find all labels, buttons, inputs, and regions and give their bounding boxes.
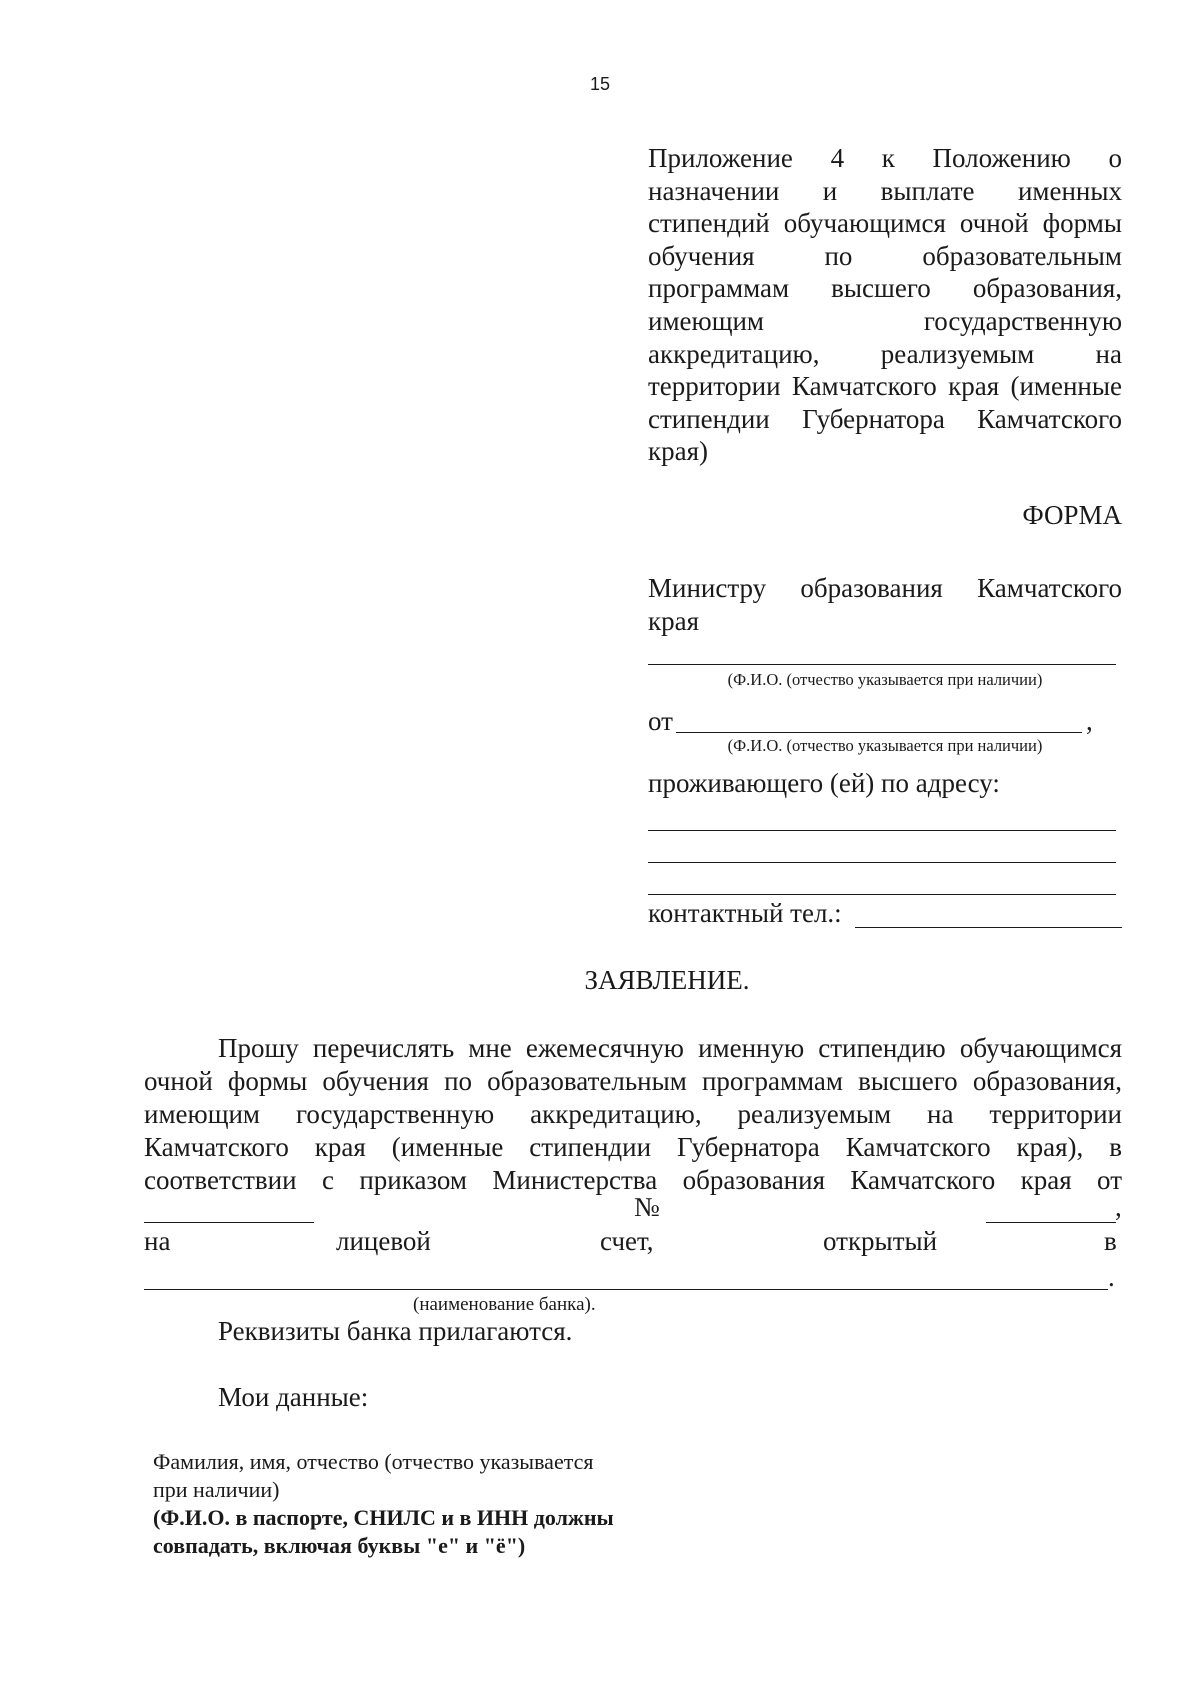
address-line-1[interactable]: [648, 830, 1116, 831]
phone-line[interactable]: [855, 927, 1122, 928]
address-line-3[interactable]: [648, 894, 1116, 895]
number-sign: №: [634, 1192, 660, 1222]
bank-details: Реквизиты банка прилагаются.: [218, 1316, 573, 1346]
addressee: Министру образования Камчатского края: [648, 573, 1122, 636]
account-word-1: на: [144, 1226, 171, 1256]
applicant-fio-line[interactable]: [676, 732, 1082, 733]
from-label: от: [648, 706, 673, 736]
recipient-fio-line[interactable]: [648, 664, 1116, 665]
bank-end-period: .: [1108, 1262, 1115, 1292]
address-label: проживающего (ей) по адресу:: [648, 768, 1000, 798]
document-title: ЗАЯВЛЕНИЕ.: [584, 965, 750, 995]
address-line-2[interactable]: [648, 862, 1116, 863]
order-number-line[interactable]: [986, 1222, 1116, 1223]
page-number: 15: [589, 74, 611, 94]
account-word-5: в: [1104, 1226, 1117, 1256]
account-word-2: лицевой: [336, 1226, 431, 1256]
account-word-3: счет,: [600, 1226, 654, 1256]
statement-paragraph: Прошу перечислять мне ежемесячную именную стипендию обучающимся очной формы обучения по образовательным программам высшего образования, имеющим государственную аккредитацию, реализуемым на территории Камчатского края (именные стипендии Губернатора Камчатского края), в соответствии с приказом Министерства образования Камчатского края от: [144, 1033, 1122, 1195]
bank-name-line[interactable]: [144, 1289, 1108, 1290]
from-comma: ,: [1086, 706, 1093, 736]
fio-caption-2: (Ф.И.О. (отчество указывается при наличии): [727, 736, 1043, 755]
fio-caption-1: (Ф.И.О. (отчество указывается при наличии): [727, 670, 1043, 689]
form-label: ФОРМА: [1022, 500, 1122, 530]
account-word-4: открытый: [823, 1226, 938, 1256]
fio-match-note: (Ф.И.О. в паспорте, СНИЛС и в ИНН должны совпадать, включая буквы "е" и "ё"): [153, 1505, 614, 1558]
appendix-header: Приложение 4 к Положению о назначении и выплате именных стипендий обучающимся очной формы обучения по образовательным программам высшего образования, имеющим государственную аккредитацию, реализуемым на территории Камчатского края (именные стипендии Губернатора Камчатского края): [648, 143, 1122, 467]
my-data-label: Мои данные:: [218, 1382, 369, 1412]
phone-label: контактный тел.:: [648, 898, 842, 928]
date-comma: ,: [1115, 1192, 1122, 1222]
bank-caption: (наименование банка).: [413, 1294, 596, 1315]
order-date-line[interactable]: [144, 1222, 314, 1223]
fio-field-label: [153, 1448, 633, 1560]
fio-label-text: Фамилия, имя, отчество (отчество указывается при наличии): [153, 1449, 594, 1502]
